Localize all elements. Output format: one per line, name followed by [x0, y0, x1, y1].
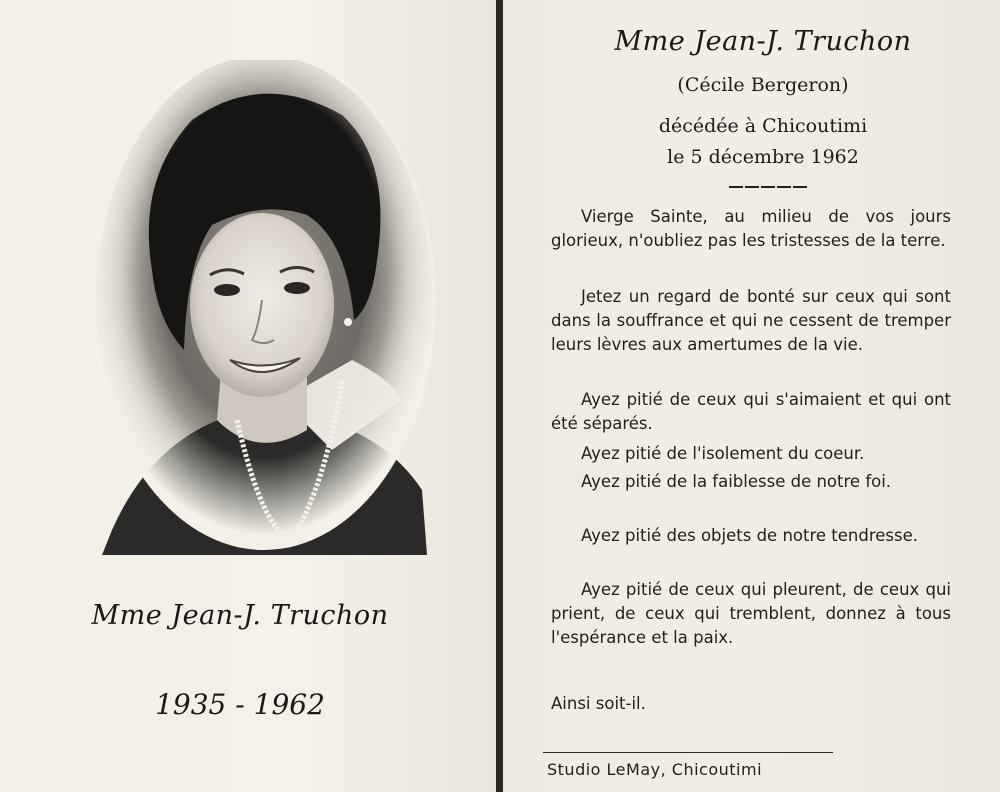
- deceased-name-front: Mme Jean-J. Truchon: [91, 600, 389, 631]
- ornament-divider: [729, 186, 809, 188]
- studio-credit: Studio LeMay, Chicoutimi: [547, 760, 763, 779]
- prayer-paragraph-2: Jetez un regard de bonté sur ceux qui sont dans la souffrance et qui ne cessent de tremper leurs lèvres aux amertumes de la vie.: [551, 287, 951, 354]
- footer-rule: [543, 752, 833, 753]
- death-date: le 5 décembre 1962: [667, 146, 859, 168]
- woman-portrait-icon: [92, 60, 437, 555]
- maiden-name: (Cécile Bergeron): [677, 74, 849, 96]
- prayer-paragraph-4: Ayez pitié de l'isolement du coeur.: [581, 444, 865, 463]
- memorial-card-back: [503, 0, 1000, 792]
- memorial-card-front: [0, 0, 496, 792]
- card-divider: [496, 0, 503, 792]
- life-years: 1935 - 1962: [155, 688, 325, 721]
- prayer-paragraph-5: Ayez pitié de la faiblesse de notre foi.: [581, 472, 892, 491]
- prayer-paragraph-6: Ayez pitié des objets de notre tendresse.: [581, 526, 919, 545]
- prayer-closing: Ainsi soit-il.: [551, 694, 646, 713]
- deceased-name-back: Mme Jean-J. Truchon: [614, 26, 912, 57]
- prayer-paragraph-7: Ayez pitié de ceux qui pleurent, de ceux qui prient, de ceux qui tremblent, donnez à tous l'espérance et la paix.: [551, 580, 951, 647]
- deceased-location: décédée à Chicoutimi: [658, 115, 868, 137]
- prayer-paragraph-3: Ayez pitié de ceux qui s'aimaient et qui ont été séparés.: [551, 390, 951, 433]
- prayer-paragraph-1: Vierge Sainte, au milieu de vos jours glorieux, n'oubliez pas les tristesses de la terre.: [551, 207, 951, 250]
